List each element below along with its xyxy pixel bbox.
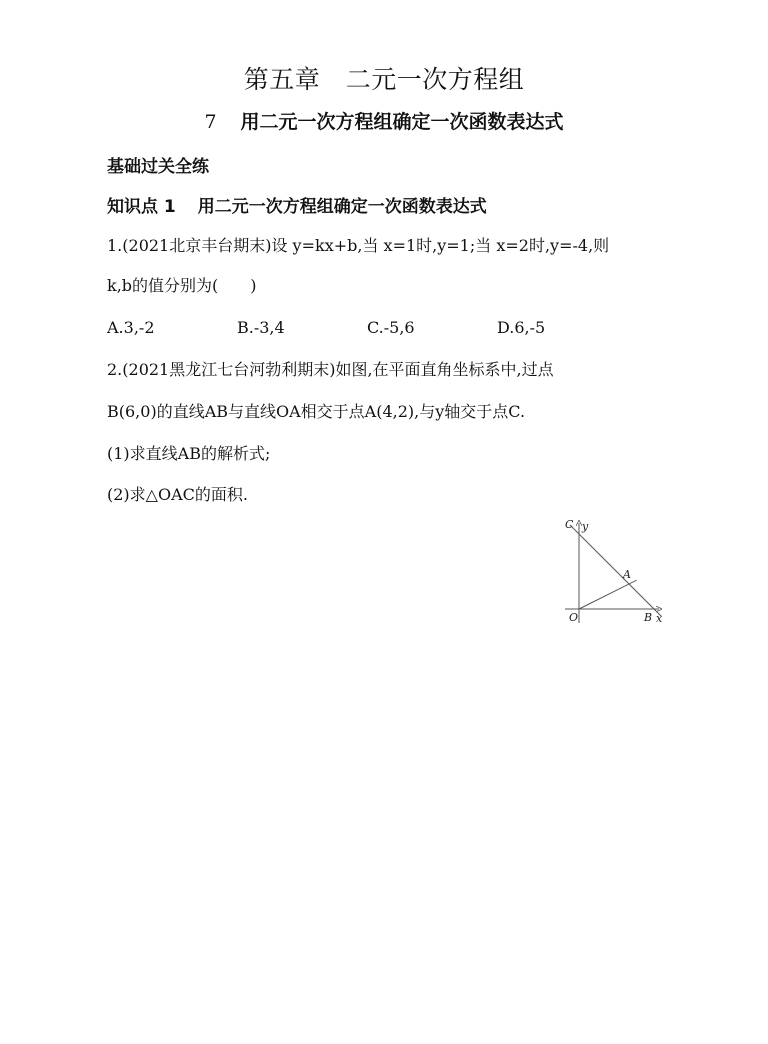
point-a-label: A [623,568,631,581]
question1-line1: 1.(2021北京丰台期末)设 y=kx+b,当 x=1时,y=1;当 x=2时,y=-4,则 [107,236,610,255]
knowledge-point-title: 用二元一次方程组确定一次函数表达式 [197,197,487,217]
question1-option-c: C.-5,6 [367,318,415,337]
knowledge-point-heading [107,192,487,217]
question2-line2: B(6,0)的直线AB与直线OA相交于点A(4,2),与y轴交于点C. [107,402,526,421]
section-title [0,107,768,134]
point-b-label: B [644,611,653,624]
chapter-title: 第五章 二元一次方程组 [243,65,525,94]
line-oa [579,580,637,609]
question1-option-b: B.-3,4 [237,318,285,337]
level-heading: 基础过关全练 [107,157,209,177]
question1-option-a: A.3,-2 [107,318,155,337]
line-ab [570,525,662,617]
x-axis-label: x [656,612,663,625]
knowledge-point-label: 知识点 1 [107,197,176,217]
question2-sub1: (1)求直线AB的解析式; [107,444,271,463]
point-o-label: O [569,611,579,624]
question2-line1: 2.(2021黑龙江七台河勃利期末)如图,在平面直角坐标系中,过点 [107,360,554,379]
point-c-label: C [565,518,574,531]
y-axis-label: y [582,520,589,533]
coordinate-figure [555,515,670,630]
section-number: 7 [204,111,217,133]
question1-option-d: D.6,-5 [497,318,546,337]
question1-line2: k,b的值分别为( ) [107,276,257,295]
question2-sub2: (2)求△OAC的面积. [107,485,248,504]
section-title-text: 用二元一次方程组确定一次函数表达式 [240,111,564,133]
